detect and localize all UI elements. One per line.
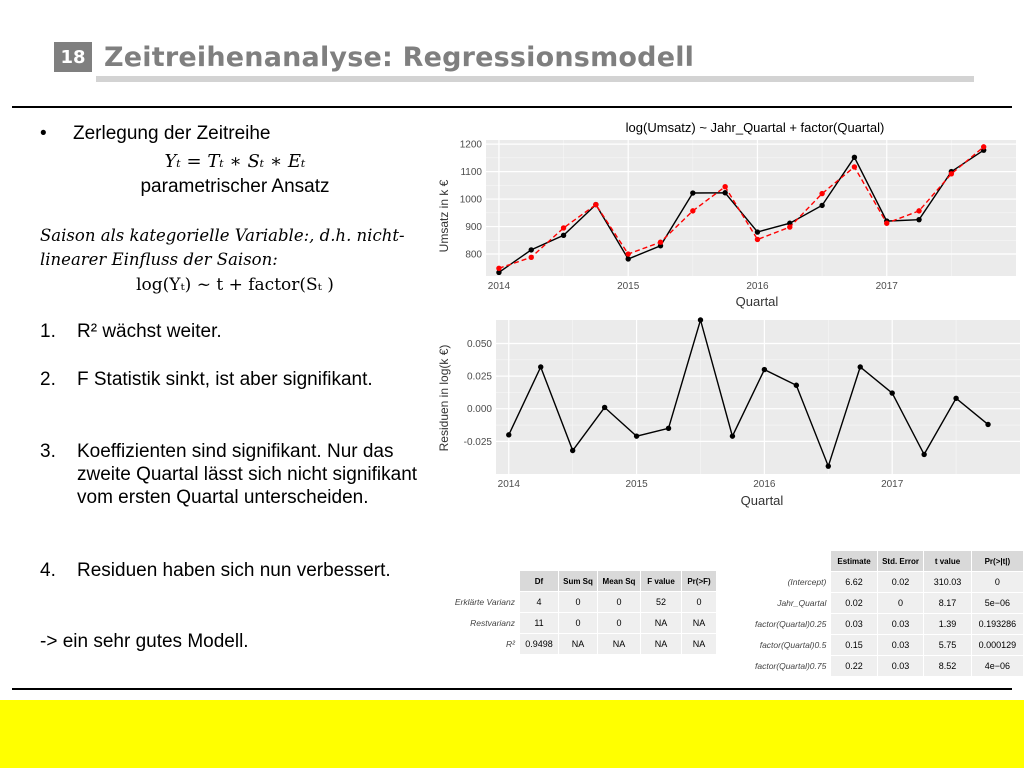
observed-data-point <box>916 217 921 222</box>
table-cell: 0.02 <box>831 593 877 614</box>
header-cell: Estimate <box>831 551 877 572</box>
table-row <box>751 593 1024 614</box>
residual-data-point <box>858 364 863 369</box>
row-label: (Intercept) <box>751 572 831 593</box>
observed-data-point <box>722 190 727 195</box>
fitted-data-point <box>884 221 889 226</box>
fitted-data-point <box>529 255 534 260</box>
observed-data-point <box>529 247 534 252</box>
x-tick-label: 2014 <box>487 281 511 292</box>
fitted-data-point <box>722 184 727 189</box>
list-item-number: 2. <box>40 369 56 390</box>
table-cell: 0.03 <box>877 656 924 677</box>
x-tick-label: 2016 <box>746 281 769 292</box>
row-label: Erklärte Varianz <box>445 592 520 613</box>
chart-xlabel: Quartal <box>740 493 784 508</box>
formula-regression: log(Yₜ) ~ t + factor(Sₜ ) <box>136 275 334 295</box>
residual-data-point <box>666 426 671 431</box>
residual-data-point <box>889 390 894 395</box>
table-row <box>751 656 1024 677</box>
fitted-data-point <box>561 225 566 230</box>
list-item-text: Residuen haben sich nun verbessert. <box>77 560 391 581</box>
chart-title: log(Umsatz) ~ Jahr_Quartal + factor(Quartal) <box>625 120 885 135</box>
table-cell: 0 <box>559 613 598 634</box>
table-cell: NA <box>682 613 717 634</box>
residual-data-point <box>730 433 735 438</box>
table-cell: 0 <box>559 592 598 613</box>
conclusion-text: -> ein sehr gutes Modell. <box>40 631 249 652</box>
table-header-row <box>445 571 717 592</box>
y-tick-label: 1200 <box>459 139 482 151</box>
fitted-data-point <box>658 240 663 245</box>
fitted-data-point <box>819 191 824 196</box>
header-cell: Std. Error <box>877 551 924 572</box>
table-header-row <box>751 551 1024 572</box>
table-row <box>445 634 717 655</box>
y-tick-label: -0.025 <box>463 436 492 448</box>
residual-data-point <box>698 317 703 322</box>
header-cell: Mean Sq <box>598 571 641 592</box>
plot-layer <box>460 140 1016 292</box>
row-label: factor(Quartal)0.5 <box>751 635 831 656</box>
table-row <box>445 592 717 613</box>
residual-data-point <box>794 383 799 388</box>
slide-title: Zeitreihenanalyse: Regressionsmodell <box>104 42 695 73</box>
fitted-data-point <box>496 266 501 271</box>
param-line: parametrischer Ansatz <box>140 176 330 197</box>
table-cell: 8.52 <box>924 656 971 677</box>
header-cell: Sum Sq <box>559 571 598 592</box>
observed-data-point <box>755 229 760 234</box>
table-cell: 6.62 <box>831 572 877 593</box>
fitted-data-point <box>690 208 695 213</box>
table-cell: 0.03 <box>877 635 924 656</box>
table-cell: 0 <box>598 592 641 613</box>
residual-data-point <box>570 448 575 453</box>
fitted-data-point <box>593 202 598 207</box>
observed-data-point <box>690 190 695 195</box>
list-item-number: 1. <box>40 321 56 342</box>
observed-data-point <box>819 203 824 208</box>
row-label: factor(Quartal)0.25 <box>751 614 831 635</box>
table-cell: 1.39 <box>924 614 971 635</box>
fitted-data-point <box>949 171 954 176</box>
saison-text: Saison als kategorielle Variable:, d.h. nicht-linearer Einfluss der Saison: <box>40 226 405 269</box>
table-cell: 4 <box>520 592 559 613</box>
header-cell: Pr(>|t|) <box>971 551 1023 572</box>
y-tick-label: 1000 <box>459 194 482 206</box>
chart-ylabel: Umsatz in k € <box>437 179 451 253</box>
table-row <box>751 635 1024 656</box>
list-item-text: F Statistik sinkt, ist aber signifikant. <box>77 369 373 390</box>
y-tick-label: 0.050 <box>466 338 492 350</box>
x-tick-label: 2015 <box>617 281 640 292</box>
table-cell: 52 <box>641 592 682 613</box>
anova-table <box>444 570 717 655</box>
title-underline <box>96 76 974 82</box>
header-cell: F value <box>641 571 682 592</box>
residual-data-point <box>538 364 543 369</box>
table-cell: 5.75 <box>924 635 971 656</box>
residual-data-point <box>953 396 958 401</box>
table-cell: 0.9498 <box>520 634 559 655</box>
residual-data-point <box>985 422 990 427</box>
x-tick-label: 2015 <box>625 479 648 490</box>
table-cell: 0.15 <box>831 635 877 656</box>
slide-number: 18 <box>54 42 92 72</box>
residual-data-point <box>506 432 511 437</box>
table-cell: 0 <box>682 592 717 613</box>
table-cell: NA <box>682 634 717 655</box>
x-tick-label: 2016 <box>753 479 776 490</box>
fitted-data-point <box>755 237 760 242</box>
table-cell: 8.17 <box>924 593 971 614</box>
table-cell: 310.03 <box>924 572 971 593</box>
table-cell: 4e−06 <box>971 656 1023 677</box>
table-row <box>445 613 717 634</box>
table-cell: 0.193286 <box>971 614 1023 635</box>
table-cell: NA <box>559 634 598 655</box>
observed-data-point <box>852 155 857 160</box>
list-item-text: Koeffizienten sind signifikant. Nur das zweite Quartal lässt sich nicht signifikant vom ersten Quartal unterscheiden. <box>77 441 418 508</box>
table-cell: 0.03 <box>831 614 877 635</box>
list-item-number: 4. <box>40 560 56 581</box>
row-label: factor(Quartal)0.75 <box>751 656 831 677</box>
residuals-chart <box>428 312 1020 512</box>
x-tick-label: 2017 <box>881 479 904 490</box>
row-label: R² <box>445 634 520 655</box>
fitted-data-point <box>916 208 921 213</box>
table-cell: 0 <box>971 572 1023 593</box>
bottom-rule <box>12 688 1012 690</box>
row-label: Jahr_Quartal <box>751 593 831 614</box>
list-item-number: 3. <box>40 441 56 462</box>
list-item-text: R² wächst weiter. <box>77 321 222 342</box>
header-cell: t value <box>924 551 971 572</box>
blank-header-cell <box>445 571 520 592</box>
table-cell: NA <box>598 634 641 655</box>
table-row <box>751 572 1024 593</box>
row-label: Restvarianz <box>445 613 520 634</box>
residual-data-point <box>634 433 639 438</box>
umsatz-fit-chart <box>428 112 1020 310</box>
formula-multiplicative: Yₜ = Tₜ ∗ Sₜ ∗ Eₜ <box>164 151 306 172</box>
y-tick-label: 800 <box>465 249 482 261</box>
header-cell: Df <box>520 571 559 592</box>
table-cell: 0.02 <box>877 572 924 593</box>
plot-panel <box>486 140 1016 276</box>
coefficients-table <box>750 550 1024 677</box>
table-cell: NA <box>641 634 682 655</box>
table-cell: 0 <box>598 613 641 634</box>
table-cell: 0.000129 <box>971 635 1023 656</box>
y-tick-label: 1100 <box>460 167 482 179</box>
y-tick-label: 0.000 <box>466 404 492 416</box>
header-cell: Pr(>F) <box>682 571 717 592</box>
residual-data-point <box>762 367 767 372</box>
bullet-text: Zerlegung der Zeitreihe <box>73 123 271 144</box>
residual-data-point <box>826 463 831 468</box>
chart-ylabel: Residuen in log(k €) <box>437 344 451 452</box>
fitted-data-point <box>625 251 630 256</box>
y-tick-label: 0.025 <box>466 371 492 383</box>
residual-data-point <box>602 405 607 410</box>
residual-data-point <box>921 452 926 457</box>
table-cell: 5e−06 <box>971 593 1023 614</box>
table-cell: 11 <box>520 613 559 634</box>
plot-layer <box>464 317 1020 490</box>
table-cell: 0 <box>877 593 924 614</box>
x-tick-label: 2017 <box>875 281 898 292</box>
x-tick-label: 2014 <box>497 479 520 490</box>
table-row <box>751 614 1024 635</box>
observed-data-point <box>625 256 630 261</box>
bullet-dot: • <box>40 123 47 144</box>
table-cell: 0.03 <box>877 614 924 635</box>
chart-xlabel: Quartal <box>735 294 779 309</box>
blank-header-cell <box>751 551 831 572</box>
fitted-data-point <box>981 144 986 149</box>
footer-band <box>0 700 1024 768</box>
fitted-data-point <box>852 164 857 169</box>
table-cell: NA <box>641 613 682 634</box>
top-rule <box>12 106 1012 108</box>
fitted-data-point <box>787 224 792 229</box>
observed-data-point <box>561 233 566 238</box>
y-tick-label: 900 <box>465 222 482 234</box>
table-cell: 0.22 <box>831 656 877 677</box>
